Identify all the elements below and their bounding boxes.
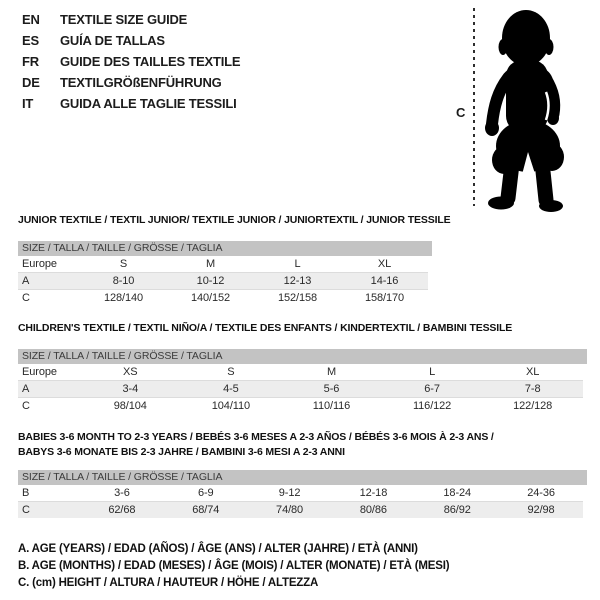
cell: 62/68 [108, 504, 136, 516]
cell: L [294, 258, 301, 270]
size-header-row: SIZE / TALLA / TAILLE / GRÖSSE / TAGLIA [18, 241, 432, 256]
babies-title-line2: BABYS 3-6 MONATE BIS 2-3 JAHRE / BAMBINI 3-6 MESI A 2-3 ANNI [18, 446, 345, 458]
row-label: Europe [22, 366, 57, 378]
note-age-years: A. AGE (YEARS) / EDAD (AÑOS) / ÂGE (ANS) / ALTER (JAHRE) / ETÀ (ANNI) [18, 543, 418, 555]
tables-section [18, 214, 583, 592]
cell: 128/140 [103, 292, 144, 304]
cell: 140/152 [190, 292, 231, 304]
height-measure-dashed-line [473, 8, 475, 206]
babies-table-title [18, 430, 583, 460]
language-row [22, 9, 240, 30]
children-size-table [18, 349, 583, 414]
table-row-height [18, 289, 428, 306]
cell: 110/116 [312, 400, 351, 412]
language-row [22, 72, 240, 93]
children-table-title: CHILDREN'S TEXTILE / TEXTIL NIÑO/A / TEXTILE DES ENFANTS / KINDERTEXTIL / BAMBINI TESSILE [18, 322, 513, 334]
junior-table-section [18, 214, 583, 306]
cell: 18-24 [443, 487, 472, 499]
language-row [22, 93, 240, 114]
babies-table-section [18, 430, 583, 518]
cell: 92/98 [527, 504, 555, 516]
legend-notes [18, 541, 583, 592]
table-row-height [18, 501, 583, 518]
row-label: A [22, 275, 30, 287]
language-code: EN [22, 12, 40, 27]
table-row-age [18, 272, 428, 289]
cell: 12-18 [359, 487, 388, 499]
cell: XL [377, 258, 392, 270]
language-row [22, 30, 240, 51]
junior-size-table [18, 241, 428, 306]
cell: 86/92 [443, 504, 471, 516]
language-row [22, 51, 240, 72]
language-title: GUIDE DES TAILLES TEXTILE [60, 54, 241, 69]
row-label: B [22, 487, 30, 499]
language-code: IT [22, 96, 34, 111]
size-header-row: SIZE / TALLA / TAILLE / GRÖSSE / TAGLIA [18, 349, 587, 364]
language-title-list [22, 9, 240, 114]
table-row-europe [18, 364, 583, 380]
table-row-height [18, 397, 583, 414]
table-row-age-months [18, 485, 583, 501]
language-code: FR [22, 54, 39, 69]
cell: 3-6 [114, 487, 130, 499]
cell: 12-13 [283, 275, 312, 287]
height-measure-label: C [456, 105, 466, 120]
row-label: C [22, 292, 30, 304]
cell: 6-9 [197, 487, 214, 499]
table-row-age [18, 380, 583, 397]
babies-size-table [18, 470, 583, 518]
cell: 5-6 [323, 383, 340, 395]
language-code: ES [22, 33, 39, 48]
cell: L [429, 366, 436, 378]
cell: 116/122 [412, 400, 452, 412]
cell: 3-4 [122, 383, 139, 395]
cell: M [205, 258, 216, 270]
cell: 6-7 [424, 383, 440, 395]
table-row-europe [18, 256, 428, 272]
cell: M [326, 366, 337, 378]
cell: S [227, 366, 235, 378]
cell: 24-36 [527, 487, 555, 499]
cell: 9-12 [278, 487, 301, 499]
cell: 152/158 [277, 292, 318, 304]
language-title: TEXTILE SIZE GUIDE [60, 12, 188, 27]
cell: XL [526, 366, 540, 378]
cell: 98/104 [113, 400, 147, 412]
language-title: GUIDA ALLE TAGLIE TESSILI [60, 96, 237, 111]
cell: XS [123, 366, 138, 378]
cell: 158/170 [364, 292, 405, 304]
row-label: C [22, 504, 30, 516]
cell: 7-8 [524, 383, 541, 395]
cell: 8-10 [112, 275, 135, 287]
note-age-months: B. AGE (MONTHS) / EDAD (MESES) / ÂGE (MOIS) / ALTER (MONATE) / ETÀ (MESI) [18, 560, 450, 572]
language-title: GUÍA DE TALLAS [60, 33, 165, 48]
cell: 4-5 [223, 383, 239, 395]
cell: 80/86 [359, 504, 387, 516]
junior-table-title: JUNIOR TEXTILE / TEXTIL JUNIOR/ TEXTILE JUNIOR / JUNIORTEXTIL / JUNIOR TESSILE [18, 214, 451, 226]
row-label: C [22, 400, 30, 412]
cell: 10-12 [196, 275, 225, 287]
baby-silhouette-icon [484, 6, 580, 212]
row-label: Europe [22, 258, 57, 270]
language-code: DE [22, 75, 40, 90]
cell: 14-16 [370, 275, 399, 287]
language-title: TEXTILGRÖßENFÜHRUNG [60, 75, 222, 90]
cell: 68/74 [192, 504, 220, 516]
babies-title-line1: BABIES 3-6 MONTH TO 2-3 YEARS / BEBÉS 3-6 MESES A 2-3 AÑOS / BÉBÉS 3-6 MOIS À 2-3 ANS / [18, 431, 494, 443]
cell: 74/80 [276, 504, 304, 516]
cell: 122/128 [513, 400, 553, 412]
children-table-section [18, 322, 583, 414]
note-height-cm: C. (cm) HEIGHT / ALTURA / HAUTEUR / HÖHE / ALTEZZA [18, 577, 319, 589]
size-header-row: SIZE / TALLA / TAILLE / GRÖSSE / TAGLIA [18, 470, 587, 485]
cell: 104/110 [211, 400, 251, 412]
cell: S [119, 258, 128, 270]
row-label: A [22, 383, 30, 395]
